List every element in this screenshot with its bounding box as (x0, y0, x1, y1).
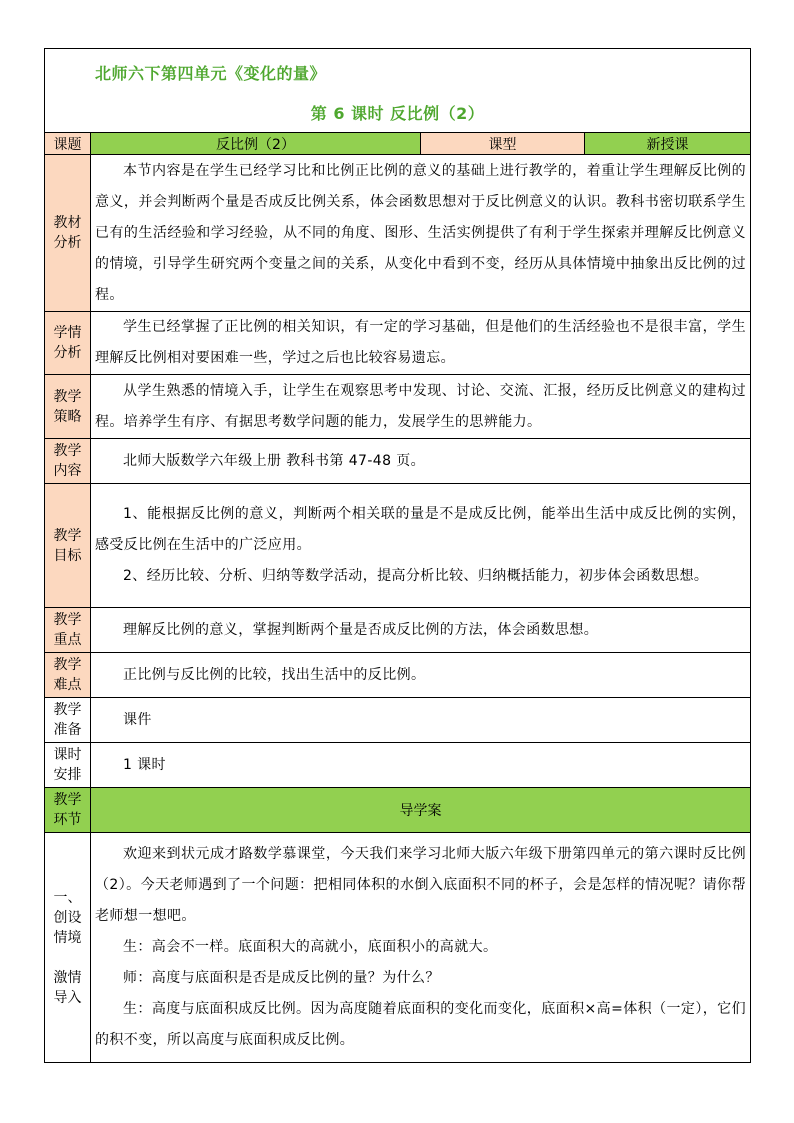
label-line: 准备 (53, 722, 82, 738)
preparation-label (45, 698, 91, 743)
paragraph: 1 课时 (123, 757, 166, 773)
label-line: 教学 (53, 612, 82, 628)
label-line: 策略 (53, 408, 82, 425)
strategy-text (91, 375, 751, 439)
label-line: 导入 (53, 989, 82, 1006)
intro-label (45, 833, 91, 1063)
student-analysis-label (45, 312, 91, 375)
phase-row (45, 788, 751, 833)
goals-row (45, 484, 751, 608)
paragraph: 2、经历比较、分析、归纳等数学活动，提高分析比较、归纳概括能力，初步体会函数思想。 (123, 568, 709, 584)
paragraph: 1、能根据反比例的意义，判断两个相关联的量是不是成反比例，能举出生活中成反比例的实例，感受反比例在生活中的广泛应用。 (95, 506, 746, 553)
phase-value: 导学案 (91, 788, 751, 833)
lesson-title: 第 6 课时 反比例（2） (310, 104, 485, 123)
student-analysis-row (45, 312, 751, 375)
paragraph: 本节内容是在学生已经学习比和比例正比例的意义的基础上进行教学的，着重让学生理解反比例的意义，并会判断两个量是否成反比例关系，体会函数思想对于反比例意义的认识。教科书密切联系学生已有的生活经验和学习经验，从不同的角度、图形、生活实例提供了有利于学生探索并理解反比例意义的情境，引导学生研究两个变量之间的关系，从变化中看到不变，经历从具体情境中抽象出反比例的过程。 (95, 162, 746, 303)
topic-label: 课题 (45, 133, 91, 155)
difficulties-text (91, 653, 751, 698)
label-line: 激情 (53, 969, 82, 986)
goals-label (45, 484, 91, 608)
paragraph: 生：高会不一样。底面积大的高就小，底面积小的高就大。 (123, 939, 498, 955)
label-line: 学情 (53, 325, 82, 341)
paragraph: 生：高度与底面积成反比例。因为高度随着底面积的变化而变化，底面积×高=体积（一定），它们的积不变，所以高度与底面积成反比例。 (95, 1001, 746, 1048)
label-line: 环节 (53, 812, 82, 828)
unit-title: 北师六下第四单元《变化的量》 (95, 64, 327, 83)
schedule-row (45, 743, 751, 788)
material-analysis-label (45, 155, 91, 312)
difficulties-row (45, 653, 751, 698)
label-line: 教学 (53, 443, 82, 459)
strategy-label (45, 375, 91, 439)
preparation-text (91, 698, 751, 743)
paragraph: 理解反比例的意义，掌握判断两个量是否成反比例的方法，体会函数思想。 (123, 622, 599, 638)
goals-text (91, 484, 751, 608)
material-analysis-text (91, 155, 751, 312)
schedule-text (91, 743, 751, 788)
intro-text (91, 833, 751, 1063)
label-line: 教学 (53, 388, 82, 405)
intro-row (45, 833, 751, 1063)
paragraph: 学生已经掌握了正比例的相关知识，有一定的学习基础，但是他们的生活经验也不是很丰富，学生理解反比例相对要困难一些，学过之后也比较容易遗忘。 (95, 319, 746, 366)
label-line: 教学 (53, 792, 82, 808)
label-line: 课时 (53, 747, 82, 763)
schedule-label (45, 743, 91, 788)
label-line: 分析 (53, 345, 82, 361)
topic-row (45, 133, 751, 155)
label-line: 情境 (53, 929, 82, 946)
paragraph: 课件 (123, 712, 152, 728)
label-line: 目标 (53, 547, 82, 564)
label-line: 教学 (53, 657, 82, 673)
key-points-label (45, 608, 91, 653)
strategy-row (45, 375, 751, 439)
label-line: 创设 (53, 909, 82, 926)
content-row (45, 439, 751, 484)
material-analysis-row (45, 155, 751, 312)
label-line: 教学 (53, 527, 82, 544)
paragraph: 北师大版数学六年级上册 教科书第 47-48 页。 (123, 453, 426, 469)
content-text (91, 439, 751, 484)
type-label: 课型 (421, 133, 585, 155)
paragraph: 从学生熟悉的情境入手，让学生在观察思考中发现、讨论、交流、汇报，经历反比例意义的建构过程。培养学生有序、有据思考数学问题的能力，发展学生的思辨能力。 (95, 382, 746, 430)
label-line: 安排 (53, 767, 82, 783)
preparation-row (45, 698, 751, 743)
label-line: 分析 (53, 235, 82, 251)
paragraph: 师：高度与底面积是否是成反比例的量？为什么？ (123, 970, 440, 986)
label-line (45, 948, 90, 968)
label-line: 难点 (53, 677, 82, 693)
key-points-row (45, 608, 751, 653)
topic-value: 反比例（2） (91, 133, 421, 155)
key-points-text (91, 608, 751, 653)
label-line: 教学 (53, 702, 82, 718)
content-label (45, 439, 91, 484)
paragraph: 欢迎来到状元成才路数学慕课堂，今天我们来学习北师大版六年级下册第四单元的第六课时反比例（2）。今天老师遇到了一个问题：把相同体积的水倒入底面积不同的杯子，会是怎样的情况呢？请你帮老师想一想吧。 (95, 846, 746, 924)
label-line: 教材 (53, 215, 82, 231)
label-line: 一、 (53, 889, 82, 906)
student-analysis-text (91, 312, 751, 375)
document-header (45, 49, 751, 133)
difficulties-label (45, 653, 91, 698)
lesson-plan-table (44, 48, 751, 1063)
type-value: 新授课 (585, 133, 751, 155)
phase-label (45, 788, 91, 833)
paragraph: 正比例与反比例的比较，找出生活中的反比例。 (123, 667, 426, 683)
label-line: 重点 (53, 632, 82, 648)
label-line: 内容 (53, 463, 82, 479)
